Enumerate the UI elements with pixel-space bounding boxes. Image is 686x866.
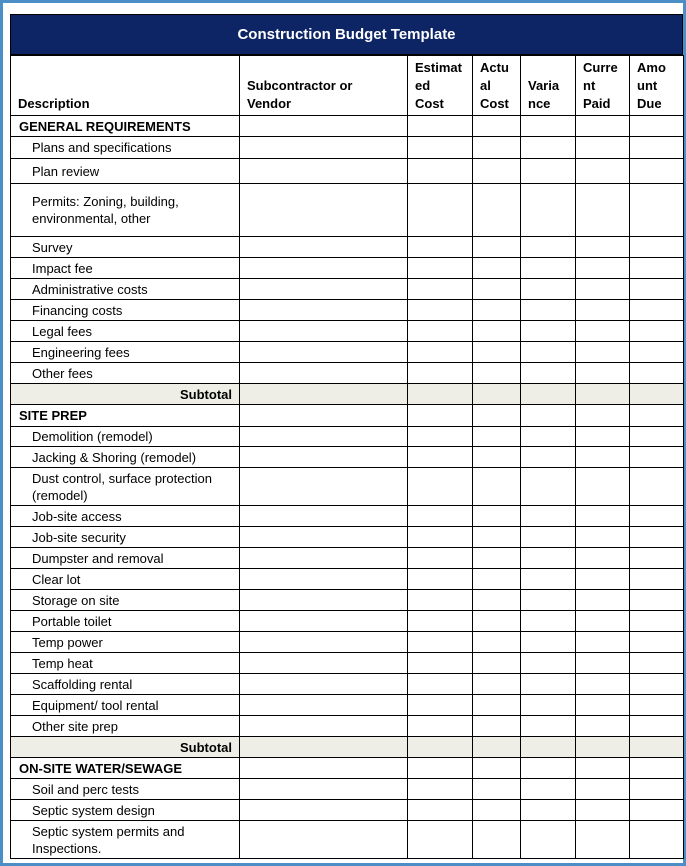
table-cell[interactable] xyxy=(521,695,576,716)
subtotal-row xyxy=(11,384,684,405)
table-cell[interactable] xyxy=(408,548,473,569)
table-cell[interactable] xyxy=(240,342,408,363)
table-cell[interactable] xyxy=(408,342,473,363)
table-cell[interactable] xyxy=(521,737,576,758)
table-cell[interactable] xyxy=(473,695,521,716)
budget-sheet xyxy=(10,14,683,859)
table-cell[interactable] xyxy=(576,184,630,237)
table-cell[interactable] xyxy=(240,159,408,184)
table-cell[interactable] xyxy=(408,653,473,674)
table-cell[interactable] xyxy=(630,159,684,184)
table-cell[interactable] xyxy=(576,548,630,569)
table-cell[interactable] xyxy=(630,527,684,548)
table-cell[interactable] xyxy=(630,116,684,137)
header-text: Estimat xyxy=(415,60,462,75)
table-cell[interactable] xyxy=(473,527,521,548)
header-row xyxy=(11,56,684,116)
table-cell[interactable] xyxy=(408,611,473,632)
table-cell[interactable] xyxy=(240,653,408,674)
table-cell[interactable] xyxy=(630,611,684,632)
table-cell[interactable] xyxy=(630,300,684,321)
table-cell[interactable] xyxy=(630,184,684,237)
budget-table xyxy=(10,55,684,859)
table-cell[interactable] xyxy=(630,427,684,447)
item-description: Other fees xyxy=(11,363,240,384)
table-cell[interactable] xyxy=(408,800,473,821)
table-cell[interactable] xyxy=(473,716,521,737)
table-cell[interactable] xyxy=(408,590,473,611)
table-cell[interactable] xyxy=(630,506,684,527)
table-row xyxy=(11,548,684,569)
table-cell[interactable] xyxy=(408,279,473,300)
table-cell[interactable] xyxy=(521,468,576,506)
table-cell[interactable] xyxy=(630,800,684,821)
table-cell[interactable] xyxy=(521,321,576,342)
item-description: Job-site security xyxy=(11,527,240,548)
table-cell[interactable] xyxy=(576,321,630,342)
table-cell[interactable] xyxy=(473,342,521,363)
table-cell[interactable] xyxy=(240,468,408,506)
table-cell[interactable] xyxy=(473,653,521,674)
item-description: Job-site access xyxy=(11,506,240,527)
table-cell[interactable] xyxy=(521,611,576,632)
section-row xyxy=(11,116,684,137)
table-cell[interactable] xyxy=(521,258,576,279)
table-cell[interactable] xyxy=(408,737,473,758)
table-cell[interactable] xyxy=(473,632,521,653)
item-description: Financing costs xyxy=(11,300,240,321)
table-cell[interactable] xyxy=(630,569,684,590)
table-cell[interactable] xyxy=(576,237,630,258)
table-row xyxy=(11,674,684,695)
table-cell[interactable] xyxy=(240,779,408,800)
table-cell[interactable] xyxy=(473,758,521,779)
header-text: Vendor xyxy=(247,96,292,111)
section-title: GENERAL REQUIREMENTS xyxy=(11,116,240,137)
table-cell[interactable] xyxy=(408,116,473,137)
table-cell[interactable] xyxy=(630,695,684,716)
table-cell[interactable] xyxy=(408,569,473,590)
header-estimated-cost xyxy=(408,56,473,116)
table-cell[interactable] xyxy=(630,405,684,427)
table-cell[interactable] xyxy=(576,821,630,859)
header-text: ed xyxy=(415,78,431,93)
table-body xyxy=(11,116,684,859)
table-cell[interactable] xyxy=(630,653,684,674)
table-row xyxy=(11,653,684,674)
table-cell[interactable] xyxy=(240,427,408,447)
table-cell[interactable] xyxy=(630,342,684,363)
table-cell[interactable] xyxy=(408,405,473,427)
table-row xyxy=(11,279,684,300)
table-cell[interactable] xyxy=(473,321,521,342)
section-row xyxy=(11,758,684,779)
table-cell[interactable] xyxy=(576,737,630,758)
item-description: Legal fees xyxy=(11,321,240,342)
header-text: Description xyxy=(18,96,90,111)
table-cell[interactable] xyxy=(630,758,684,779)
table-cell[interactable] xyxy=(408,258,473,279)
table-cell[interactable] xyxy=(473,569,521,590)
table-cell[interactable] xyxy=(521,527,576,548)
table-cell[interactable] xyxy=(521,279,576,300)
table-cell[interactable] xyxy=(630,590,684,611)
table-cell[interactable] xyxy=(576,716,630,737)
header-text: Cost xyxy=(415,96,444,111)
table-cell[interactable] xyxy=(576,632,630,653)
table-row xyxy=(11,159,684,184)
table-cell[interactable] xyxy=(576,447,630,468)
table-cell[interactable] xyxy=(473,611,521,632)
table-cell[interactable] xyxy=(630,447,684,468)
table-cell[interactable] xyxy=(473,363,521,384)
table-cell[interactable] xyxy=(473,237,521,258)
table-cell[interactable] xyxy=(240,800,408,821)
table-row xyxy=(11,258,684,279)
table-cell[interactable] xyxy=(408,159,473,184)
table-cell[interactable] xyxy=(576,300,630,321)
table-cell[interactable] xyxy=(473,137,521,159)
table-row xyxy=(11,184,684,237)
table-row xyxy=(11,468,684,506)
table-cell[interactable] xyxy=(630,279,684,300)
table-cell[interactable] xyxy=(576,159,630,184)
table-cell[interactable] xyxy=(240,137,408,159)
header-description xyxy=(11,56,240,116)
table-cell[interactable] xyxy=(630,821,684,859)
table-cell[interactable] xyxy=(576,569,630,590)
table-row xyxy=(11,632,684,653)
header-text: Cost xyxy=(480,96,509,111)
table-cell[interactable] xyxy=(630,321,684,342)
table-cell[interactable] xyxy=(521,632,576,653)
subtotal-label: Subtotal xyxy=(11,384,240,405)
header-text: nce xyxy=(528,96,551,111)
table-cell[interactable] xyxy=(576,279,630,300)
item-description: Equipment/ tool rental xyxy=(11,695,240,716)
item-description: Impact fee xyxy=(11,258,240,279)
header-text: al xyxy=(480,78,491,93)
table-cell[interactable] xyxy=(473,800,521,821)
table-cell[interactable] xyxy=(473,184,521,237)
item-description: Clear lot xyxy=(11,569,240,590)
table-cell[interactable] xyxy=(240,116,408,137)
table-cell[interactable] xyxy=(473,258,521,279)
table-cell[interactable] xyxy=(576,527,630,548)
item-description: Engineering fees xyxy=(11,342,240,363)
table-cell[interactable] xyxy=(240,548,408,569)
header-text: nt xyxy=(583,78,596,93)
table-cell[interactable] xyxy=(473,405,521,427)
table-cell[interactable] xyxy=(521,384,576,405)
table-cell[interactable] xyxy=(521,427,576,447)
table-cell[interactable] xyxy=(576,611,630,632)
table-cell[interactable] xyxy=(521,159,576,184)
table-cell[interactable] xyxy=(473,159,521,184)
table-row xyxy=(11,321,684,342)
table-row xyxy=(11,137,684,159)
table-row xyxy=(11,779,684,800)
table-cell[interactable] xyxy=(576,427,630,447)
table-cell[interactable] xyxy=(630,737,684,758)
item-description: Dumpster and removal xyxy=(11,548,240,569)
table-cell[interactable] xyxy=(240,321,408,342)
table-cell[interactable] xyxy=(521,506,576,527)
table-cell[interactable] xyxy=(576,116,630,137)
item-description: Portable toilet xyxy=(11,611,240,632)
table-row xyxy=(11,300,684,321)
table-cell[interactable] xyxy=(408,821,473,859)
table-cell[interactable] xyxy=(521,569,576,590)
table-cell[interactable] xyxy=(240,632,408,653)
table-cell[interactable] xyxy=(240,737,408,758)
table-cell[interactable] xyxy=(630,716,684,737)
table-cell[interactable] xyxy=(521,653,576,674)
table-cell[interactable] xyxy=(240,300,408,321)
table-cell[interactable] xyxy=(521,758,576,779)
table-cell[interactable] xyxy=(521,116,576,137)
table-cell[interactable] xyxy=(473,300,521,321)
table-cell[interactable] xyxy=(576,363,630,384)
table-cell[interactable] xyxy=(630,632,684,653)
table-cell[interactable] xyxy=(576,674,630,695)
item-description: Temp heat xyxy=(11,653,240,674)
table-cell[interactable] xyxy=(408,632,473,653)
table-cell[interactable] xyxy=(240,363,408,384)
table-cell[interactable] xyxy=(408,237,473,258)
header-text: Actu xyxy=(480,60,509,75)
table-cell[interactable] xyxy=(473,468,521,506)
table-cell[interactable] xyxy=(521,363,576,384)
table-cell[interactable] xyxy=(521,405,576,427)
item-description: Administrative costs xyxy=(11,279,240,300)
subtotal-label: Subtotal xyxy=(11,737,240,758)
table-cell[interactable] xyxy=(630,384,684,405)
section-row xyxy=(11,405,684,427)
table-row xyxy=(11,611,684,632)
header-text: Paid xyxy=(583,96,611,111)
table-cell[interactable] xyxy=(240,569,408,590)
table-cell[interactable] xyxy=(521,184,576,237)
table-cell[interactable] xyxy=(576,590,630,611)
item-description: Septic system permits and Inspections. xyxy=(11,821,240,859)
table-cell[interactable] xyxy=(521,300,576,321)
table-cell[interactable] xyxy=(240,590,408,611)
header-text: Amo xyxy=(637,60,666,75)
table-row xyxy=(11,821,684,859)
table-cell[interactable] xyxy=(473,447,521,468)
table-cell[interactable] xyxy=(630,674,684,695)
table-row xyxy=(11,716,684,737)
table-cell[interactable] xyxy=(630,258,684,279)
table-cell[interactable] xyxy=(521,821,576,859)
header-text: Varia xyxy=(528,78,560,93)
table-cell[interactable] xyxy=(408,427,473,447)
table-cell[interactable] xyxy=(408,384,473,405)
table-cell[interactable] xyxy=(521,674,576,695)
table-cell[interactable] xyxy=(473,427,521,447)
item-description: Septic system design xyxy=(11,800,240,821)
table-cell[interactable] xyxy=(630,468,684,506)
table-row xyxy=(11,569,684,590)
item-description: Demolition (remodel) xyxy=(11,427,240,447)
table-cell[interactable] xyxy=(408,695,473,716)
table-cell[interactable] xyxy=(630,548,684,569)
table-cell[interactable] xyxy=(473,821,521,859)
table-cell[interactable] xyxy=(521,548,576,569)
table-row xyxy=(11,506,684,527)
table-cell[interactable] xyxy=(576,342,630,363)
table-cell[interactable] xyxy=(408,447,473,468)
table-cell[interactable] xyxy=(473,384,521,405)
table-cell[interactable] xyxy=(473,737,521,758)
item-description: Plans and specifications xyxy=(11,137,240,159)
table-cell[interactable] xyxy=(521,237,576,258)
table-row xyxy=(11,427,684,447)
header-current-paid xyxy=(576,56,630,116)
table-cell[interactable] xyxy=(521,342,576,363)
item-description: Soil and perc tests xyxy=(11,779,240,800)
table-cell[interactable] xyxy=(576,695,630,716)
table-cell[interactable] xyxy=(521,716,576,737)
table-cell[interactable] xyxy=(240,758,408,779)
header-text: Subcontractor or xyxy=(247,78,353,93)
table-cell[interactable] xyxy=(473,674,521,695)
section-title: ON-SITE WATER/SEWAGE xyxy=(11,758,240,779)
table-row xyxy=(11,237,684,258)
table-cell[interactable] xyxy=(408,506,473,527)
item-description: Jacking & Shoring (remodel) xyxy=(11,447,240,468)
table-cell[interactable] xyxy=(240,405,408,427)
header-text: Due xyxy=(637,96,662,111)
table-cell[interactable] xyxy=(240,611,408,632)
table-cell[interactable] xyxy=(240,184,408,237)
section-title: SITE PREP xyxy=(11,405,240,427)
table-cell[interactable] xyxy=(240,237,408,258)
table-cell[interactable] xyxy=(240,674,408,695)
table-cell[interactable] xyxy=(521,800,576,821)
table-cell[interactable] xyxy=(408,137,473,159)
table-cell[interactable] xyxy=(240,279,408,300)
table-row xyxy=(11,447,684,468)
table-cell[interactable] xyxy=(408,468,473,506)
table-cell[interactable] xyxy=(408,321,473,342)
table-cell[interactable] xyxy=(473,279,521,300)
table-cell[interactable] xyxy=(576,779,630,800)
header-actual-cost xyxy=(473,56,521,116)
table-cell[interactable] xyxy=(521,137,576,159)
table-row xyxy=(11,590,684,611)
table-row xyxy=(11,363,684,384)
subtotal-row xyxy=(11,737,684,758)
table-cell[interactable] xyxy=(630,363,684,384)
header-text: Curre xyxy=(583,60,618,75)
table-cell[interactable] xyxy=(408,184,473,237)
table-cell[interactable] xyxy=(240,447,408,468)
sheet-title: Construction Budget Template xyxy=(10,14,683,55)
table-cell[interactable] xyxy=(576,653,630,674)
table-cell[interactable] xyxy=(521,447,576,468)
item-description: Other site prep xyxy=(11,716,240,737)
item-description: Scaffolding rental xyxy=(11,674,240,695)
table-cell[interactable] xyxy=(630,137,684,159)
table-cell[interactable] xyxy=(630,237,684,258)
table-cell[interactable] xyxy=(240,384,408,405)
table-cell[interactable] xyxy=(240,527,408,548)
table-cell[interactable] xyxy=(576,758,630,779)
table-cell[interactable] xyxy=(473,590,521,611)
table-cell[interactable] xyxy=(473,548,521,569)
table-cell[interactable] xyxy=(473,779,521,800)
table-cell[interactable] xyxy=(576,468,630,506)
header-variance xyxy=(521,56,576,116)
header-text: unt xyxy=(637,78,658,93)
table-cell[interactable] xyxy=(630,779,684,800)
table-cell[interactable] xyxy=(408,779,473,800)
table-cell[interactable] xyxy=(576,384,630,405)
table-cell[interactable] xyxy=(408,527,473,548)
table-cell[interactable] xyxy=(240,695,408,716)
table-cell[interactable] xyxy=(408,758,473,779)
header-subcontractor xyxy=(240,56,408,116)
header-amount-due xyxy=(630,56,684,116)
table-cell[interactable] xyxy=(576,405,630,427)
table-cell[interactable] xyxy=(473,116,521,137)
table-cell[interactable] xyxy=(576,800,630,821)
table-cell[interactable] xyxy=(576,506,630,527)
item-description: Temp power xyxy=(11,632,240,653)
table-row xyxy=(11,695,684,716)
item-description: Plan review xyxy=(11,159,240,184)
table-cell[interactable] xyxy=(408,363,473,384)
item-description: Permits: Zoning, building, environmental, other xyxy=(11,184,240,237)
table-row xyxy=(11,800,684,821)
table-cell[interactable] xyxy=(240,258,408,279)
table-row xyxy=(11,342,684,363)
table-cell[interactable] xyxy=(521,779,576,800)
table-cell[interactable] xyxy=(408,674,473,695)
table-cell[interactable] xyxy=(576,258,630,279)
table-cell[interactable] xyxy=(408,716,473,737)
table-cell[interactable] xyxy=(408,300,473,321)
table-cell[interactable] xyxy=(240,716,408,737)
item-description: Survey xyxy=(11,237,240,258)
table-cell[interactable] xyxy=(240,506,408,527)
item-description: Dust control, surface protection (remodel) xyxy=(11,468,240,506)
table-cell[interactable] xyxy=(240,821,408,859)
item-description: Storage on site xyxy=(11,590,240,611)
table-cell[interactable] xyxy=(576,137,630,159)
table-cell[interactable] xyxy=(473,506,521,527)
table-cell[interactable] xyxy=(521,590,576,611)
table-row xyxy=(11,527,684,548)
